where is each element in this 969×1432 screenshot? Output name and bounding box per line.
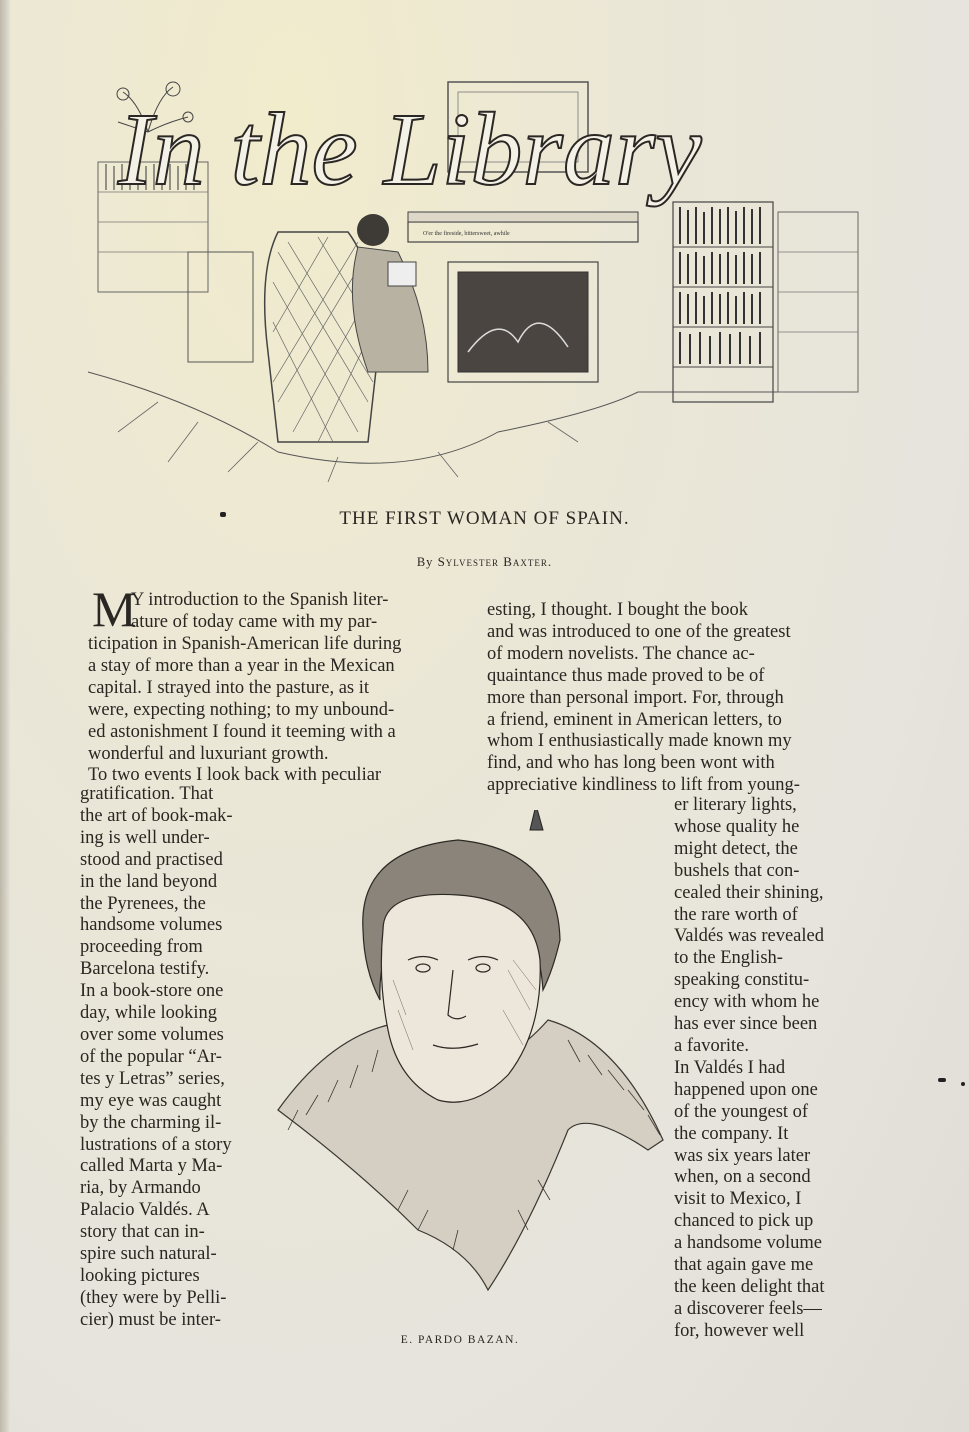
ink-speck [220, 512, 226, 517]
header-lettering: In the Library [118, 92, 702, 207]
byline-author: Sylvester Baxter. [437, 554, 553, 569]
column-right-top: esting, I thought. I bought the book and was introduced to one of the greatest of modern novelists. The chance ac- quaintance thus made proved to be of more than personal import. For, through a friend, eminent in American letters, to whom I enthusiastically made known my find, and who has long been wont with appreciative kindliness to lift from young- [487, 600, 800, 796]
column-left-top: ticipation in Spanish-American life during a stay of more than a year in the Mexican capital. I strayed into the pasture, as it were, expecting nothing; to my unbound- ed astonishment I found it teeming with a wonderful and luxuriant growth. To two events I look back with peculiar [88, 634, 402, 786]
drop-cap: M [92, 581, 137, 637]
article-title: THE FIRST WOMAN OF SPAIN. [339, 508, 630, 529]
column-right-narrow: er literary lights, whose quality he might detect, the bushels that con- cealed their shining, the rare worth of Valdés was revealed to the English- speaking constitu- ency with whom he has ever since been a favorite. In Valdés I had happened upon one of the youngest of the company. It was six years later when, on a second visit to Mexico, I chanced to pick up a handsome volume that again gave me the keen delight that a discoverer feels— for, however well [674, 795, 825, 1341]
portrait-engraving [268, 810, 668, 1330]
ink-speck [938, 1078, 946, 1082]
ink-speck [961, 1082, 965, 1086]
page-edge [0, 0, 10, 1432]
portrait-caption: E. PARDO BAZAN. [400, 1334, 520, 1346]
column-left-opening: Y introduction to the Spanish liter- ature of today came with my par- [131, 590, 389, 632]
header-illustration [78, 72, 898, 492]
article-byline [0, 554, 969, 570]
fireplace-verse: O'er the fireside, bittersweet, awhile [423, 231, 510, 237]
byline-prefix: By [416, 555, 434, 569]
column-left-narrow: gratification. That the art of book-mak- ing is well under- stood and practised in the land beyond the Pyrenees, the handsome volumes proceeding from Barcelona testify. In a book-store one day, while looking over some volumes of the popular “Ar- tes y Letras” series, my eye was caught by the charming il- lustrations of a story called Marta y Ma- ria, by Armando Palacio Valdés. A story that can in- spire such natural- looking pictures (they were by Pelli- cier) must be inter- [80, 784, 233, 1330]
